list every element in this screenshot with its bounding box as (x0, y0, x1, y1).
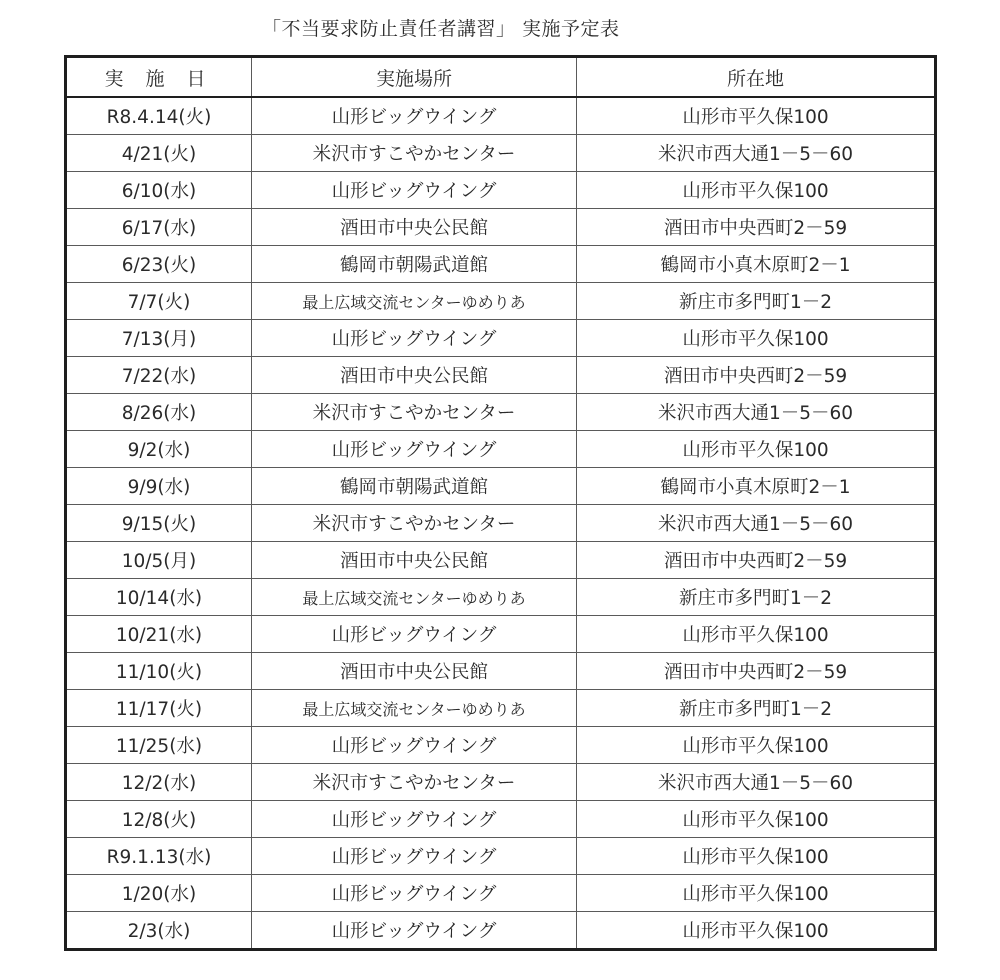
address-cell: 山形市平久保100 (577, 431, 936, 468)
header-address: 所在地 (577, 57, 936, 98)
place-cell: 山形ビッグウイング (252, 801, 577, 838)
table-row (66, 357, 936, 394)
table-row (66, 616, 936, 653)
address-cell: 新庄市多門町1－2 (577, 690, 936, 727)
table-row (66, 97, 936, 135)
place-cell: 山形ビッグウイング (252, 838, 577, 875)
place-cell: 山形ビッグウイング (252, 875, 577, 912)
date-cell: 7/22(水) (66, 357, 252, 394)
table-row (66, 135, 936, 172)
place-cell: 米沢市すこやかセンター (252, 135, 577, 172)
date-cell: R8.4.14(火) (66, 97, 252, 135)
table-row (66, 690, 936, 727)
address-cell: 新庄市多門町1－2 (577, 579, 936, 616)
date-cell: 12/2(水) (66, 764, 252, 801)
place-cell: 酒田市中央公民館 (252, 209, 577, 246)
date-cell: 6/17(水) (66, 209, 252, 246)
date-cell: 11/10(火) (66, 653, 252, 690)
address-cell: 山形市平久保100 (577, 616, 936, 653)
place-cell: 鶴岡市朝陽武道館 (252, 246, 577, 283)
place-cell: 最上広域交流センターゆめりあ (252, 283, 577, 320)
date-cell: 7/13(月) (66, 320, 252, 357)
address-cell: 酒田市中央西町2－59 (577, 357, 936, 394)
date-cell: 9/15(火) (66, 505, 252, 542)
place-cell: 山形ビッグウイング (252, 912, 577, 950)
document-title: 「不当要求防止責任者講習」 実施予定表 (262, 18, 620, 40)
table-row (66, 468, 936, 505)
address-cell: 山形市平久保100 (577, 172, 936, 209)
address-cell: 山形市平久保100 (577, 838, 936, 875)
address-cell: 酒田市中央西町2－59 (577, 542, 936, 579)
address-cell: 米沢市西大通1－5－60 (577, 394, 936, 431)
address-cell: 山形市平久保100 (577, 801, 936, 838)
address-cell: 鶴岡市小真木原町2－1 (577, 246, 936, 283)
place-cell: 山形ビッグウイング (252, 727, 577, 764)
address-cell: 鶴岡市小真木原町2－1 (577, 468, 936, 505)
date-cell: 1/20(水) (66, 875, 252, 912)
date-cell: 10/21(水) (66, 616, 252, 653)
header-place: 実施場所 (252, 57, 577, 98)
table-row (66, 431, 936, 468)
address-cell: 山形市平久保100 (577, 912, 936, 950)
table-row (66, 838, 936, 875)
date-cell: 11/17(火) (66, 690, 252, 727)
place-cell: 山形ビッグウイング (252, 97, 577, 135)
date-cell: 6/23(火) (66, 246, 252, 283)
table-row (66, 875, 936, 912)
place-cell: 山形ビッグウイング (252, 320, 577, 357)
address-cell: 新庄市多門町1－2 (577, 283, 936, 320)
place-cell: 最上広域交流センターゆめりあ (252, 690, 577, 727)
table-row (66, 764, 936, 801)
address-cell: 山形市平久保100 (577, 727, 936, 764)
table-row (66, 209, 936, 246)
date-cell: 4/21(火) (66, 135, 252, 172)
place-cell: 米沢市すこやかセンター (252, 394, 577, 431)
address-cell: 酒田市中央西町2－59 (577, 209, 936, 246)
date-cell: 11/25(水) (66, 727, 252, 764)
table-row (66, 801, 936, 838)
table-row (66, 246, 936, 283)
place-cell: 最上広域交流センターゆめりあ (252, 579, 577, 616)
date-cell: 10/5(月) (66, 542, 252, 579)
table-row (66, 505, 936, 542)
address-cell: 米沢市西大通1－5－60 (577, 764, 936, 801)
address-cell: 米沢市西大通1－5－60 (577, 135, 936, 172)
table-row (66, 283, 936, 320)
place-cell: 米沢市すこやかセンター (252, 505, 577, 542)
address-cell: 山形市平久保100 (577, 320, 936, 357)
date-cell: 9/9(水) (66, 468, 252, 505)
table-row (66, 394, 936, 431)
table-row (66, 320, 936, 357)
header-date: 実 施 日 (66, 57, 252, 98)
table-row (66, 542, 936, 579)
date-cell: 10/14(水) (66, 579, 252, 616)
address-cell: 山形市平久保100 (577, 97, 936, 135)
date-cell: 8/26(水) (66, 394, 252, 431)
place-cell: 酒田市中央公民館 (252, 357, 577, 394)
place-cell: 米沢市すこやかセンター (252, 764, 577, 801)
table-row (66, 912, 936, 950)
place-cell: 山形ビッグウイング (252, 431, 577, 468)
table-row (66, 727, 936, 764)
table-row (66, 579, 936, 616)
place-cell: 酒田市中央公民館 (252, 653, 577, 690)
schedule-table (64, 55, 937, 951)
place-cell: 山形ビッグウイング (252, 616, 577, 653)
date-cell: 12/8(火) (66, 801, 252, 838)
table-row (66, 172, 936, 209)
date-cell: R9.1.13(水) (66, 838, 252, 875)
date-cell: 6/10(水) (66, 172, 252, 209)
header-row (66, 57, 936, 98)
place-cell: 山形ビッグウイング (252, 172, 577, 209)
date-cell: 7/7(火) (66, 283, 252, 320)
address-cell: 酒田市中央西町2－59 (577, 653, 936, 690)
place-cell: 酒田市中央公民館 (252, 542, 577, 579)
date-cell: 2/3(水) (66, 912, 252, 950)
place-cell: 鶴岡市朝陽武道館 (252, 468, 577, 505)
date-cell: 9/2(水) (66, 431, 252, 468)
table-row (66, 653, 936, 690)
address-cell: 米沢市西大通1－5－60 (577, 505, 936, 542)
address-cell: 山形市平久保100 (577, 875, 936, 912)
